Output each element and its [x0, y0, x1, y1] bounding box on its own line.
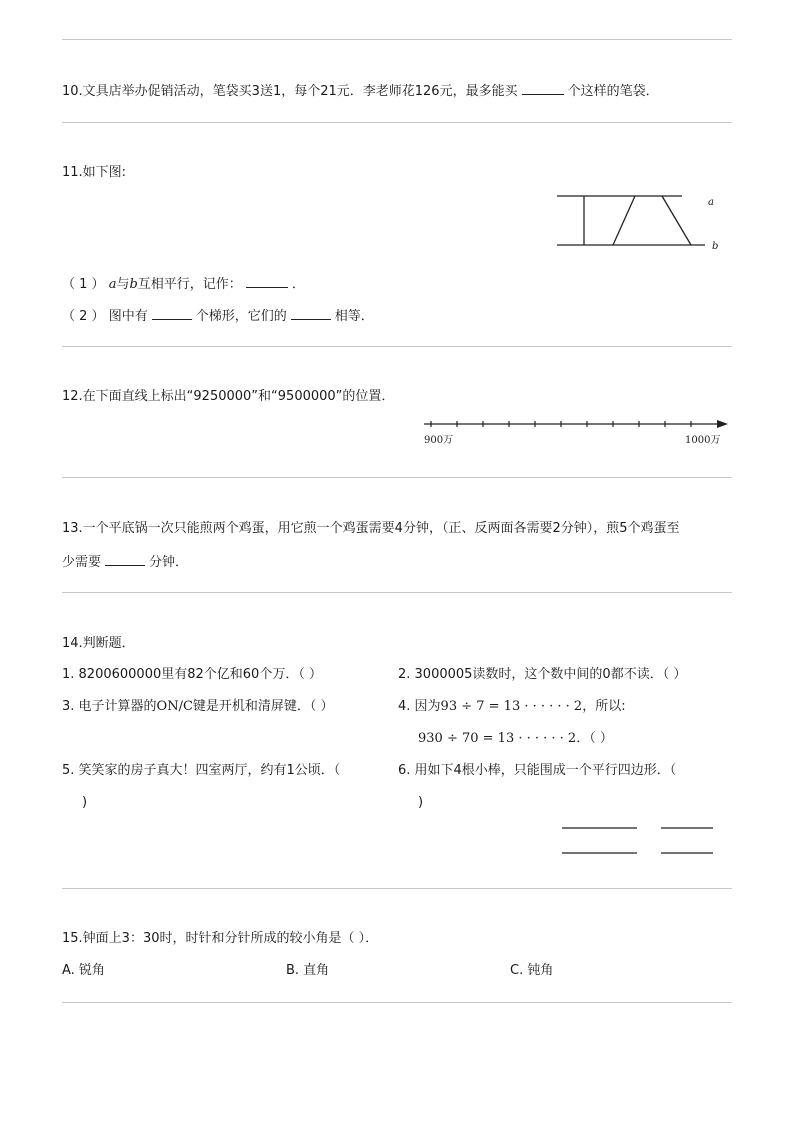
option-b[interactable]: B. 直角	[286, 963, 330, 978]
var-a: a	[108, 277, 117, 292]
q13-text: 少需要	[62, 555, 102, 570]
option-a[interactable]: A. 锐角	[62, 963, 105, 978]
q14-item-6: 6. 用如下4根小棒，只能围成一个平行四边形．（	[398, 763, 677, 778]
q13-text: 分钟．	[149, 555, 189, 570]
q14-item-2: 2. 3000005读数时，这个数中间的0都不读．（ ）	[398, 667, 687, 682]
q14-item-1: 1. 8200600000里有82个亿和60个万．（ ）	[62, 667, 322, 682]
label-b: b	[712, 241, 719, 252]
var-b: b	[129, 277, 138, 292]
divider	[62, 888, 732, 889]
q10-text-end: 个这样的笔袋．	[567, 84, 659, 99]
part-number: （ 1 ）	[62, 277, 105, 292]
q14-item-4: 4. 因为93 ÷ 7 = 13 · · · · · · 2，所以:	[398, 699, 626, 714]
q13-line1: 13.一个平底锅一次只能煎两个鸡蛋，用它煎一个鸡蛋需要4分钟，（正、反两面各需要2分钟），煎5个鸡蛋至	[62, 521, 680, 536]
q14-title: 14.判断题．	[62, 636, 135, 651]
q14-item-5-cont: )	[82, 795, 88, 810]
q11-text: 相等．	[334, 309, 374, 324]
label-a: a	[708, 197, 714, 208]
q12-text: 12.在下面直线上标出“9250000”和“9500000”的位置．	[62, 389, 395, 404]
q11-text: ．	[291, 277, 305, 292]
end-label: 1000万	[685, 435, 721, 446]
q15-text: 15.钟面上3：30时，时针和分针所成的较小角是（ ）．	[62, 931, 379, 946]
q14-item-3: 3. 电子计算器的ON/C键是开机和清屏键．（ ）	[62, 699, 334, 714]
option-c[interactable]: C. 钝角	[510, 963, 554, 978]
q14-item-4-cont: 930 ÷ 70 = 13 · · · · · · 2．（ ）	[418, 731, 613, 746]
part-number: （ 2 ）	[62, 309, 105, 324]
divider	[62, 1002, 732, 1003]
q14-item-6-cont: )	[418, 795, 424, 810]
q11-text: 图中有	[108, 309, 148, 324]
q11-text: 个梯形，它们的	[195, 309, 287, 324]
q14-item-5: 5. 笑笑家的房子真大！四室两厅，约有1公顷．（	[62, 763, 341, 778]
q11-text: 互相平行，记作：	[137, 277, 242, 292]
q11-text: 与	[116, 277, 130, 292]
q10-text: 10.文具店举办促销活动，笔袋买3送1，每个21元．李老师花126元，最多能买	[62, 84, 518, 99]
q11-title: 11.如下图:	[62, 165, 127, 180]
start-label: 900万	[424, 435, 454, 446]
